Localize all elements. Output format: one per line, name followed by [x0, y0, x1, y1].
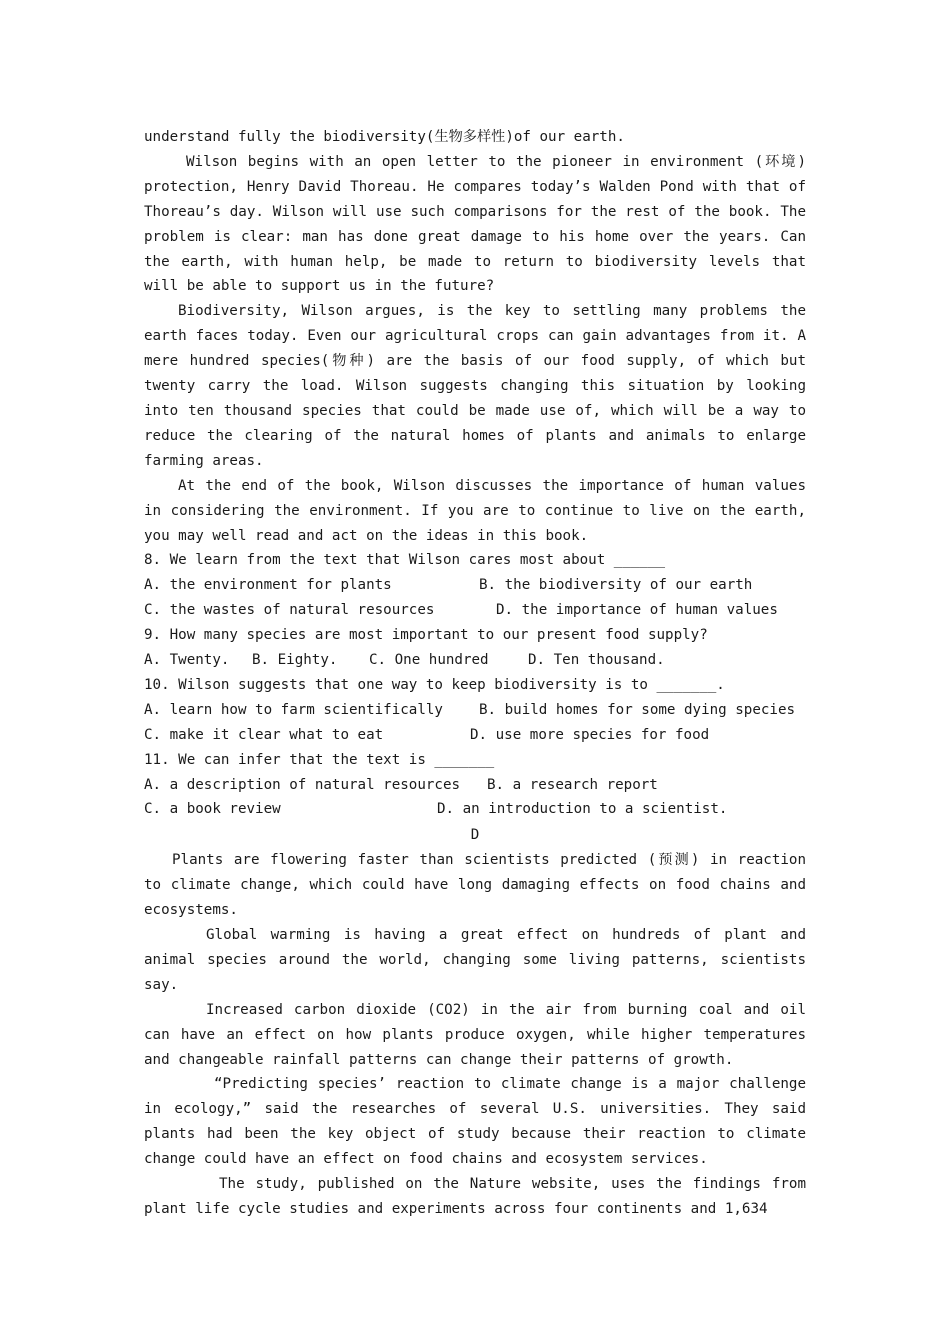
passage-d-paragraph-4: “Predicting species’ reaction to climate change is a major challenge in ecology,” said the researches of several U.S. universities. They said plants had been the key object of study because their reaction to climate change could have an effect on food chains and ecosystem services.: [144, 1076, 806, 1168]
question-11-options-row-2: [144, 797, 806, 822]
question-9-option-a[interactable]: A. Twenty.: [144, 652, 230, 669]
question-8-stem: 8. We learn from the text that Wilson cares most about ______: [144, 552, 666, 569]
question-8-option-b[interactable]: B. the biodiversity of our earth: [479, 577, 753, 594]
question-11-stem: 11. We can infer that the text is _______: [144, 751, 495, 768]
passage-d-paragraph-1: Plants are flowering faster than scientists predicted (预测) in reaction to climate change, which could have long damaging effects on food chains and ecosystems.: [144, 852, 806, 919]
document-page: [144, 125, 806, 1222]
question-10-options-row-2: [144, 723, 806, 748]
question-11-option-c[interactable]: C. a book review: [144, 801, 281, 818]
question-11-option-a[interactable]: A. a description of natural resources: [144, 776, 461, 793]
question-11-option-b[interactable]: B. a research report: [487, 776, 658, 793]
passage-d-paragraph-3: Increased carbon dioxide (CO2) in the air from burning coal and oil can have an effect on how plants produce oxygen, while higher temperatures and changeable rainfall patterns can change their patterns of growth.: [144, 1001, 806, 1068]
question-9-stem: 9. How many species are most important to our present food supply?: [144, 627, 708, 644]
question-8-option-a[interactable]: A. the environment for plants: [144, 577, 392, 594]
question-11-options-row-1: [144, 773, 806, 798]
passage-c-paragraph-1: Wilson begins with an open letter to the pioneer in environment (环境) protection, Henry David Thoreau. He compares today’s Walden Pond with that of Thoreau’s day. Wilson will use such comparisons for the rest of the book. The problem is clear: man has done great damage to his home over the years. Can the earth, with human help, be made to return to biodiversity levels that will be able to support us in the future?: [144, 153, 806, 295]
question-10-options-row-1: [144, 698, 806, 723]
question-10-stem: 10. Wilson suggests that one way to keep biodiversity is to _______.: [144, 676, 725, 693]
question-10-option-c[interactable]: C. make it clear what to eat: [144, 726, 384, 743]
question-10-option-b[interactable]: B. build homes for some dying species: [479, 701, 796, 718]
question-8-options-row-2: [144, 598, 806, 623]
passage-d-heading: D: [470, 827, 480, 844]
question-8-option-c[interactable]: C. the wastes of natural resources: [144, 602, 435, 619]
question-9-options-row: [144, 648, 806, 673]
passage-c-paragraph-2: Biodiversity, Wilson argues, is the key to settling many problems the earth faces today. Even our agricultural crops can gain advantages from it. A mere hundred species(物种) are the basis of our food supply, of which but twenty carry the load. Wilson suggests changing this situation by looking into ten thousand species that could be made use of, which will be a way to reduce the clearing of the natural homes of plants and animals to enlarge farming areas.: [144, 303, 806, 469]
question-9-option-c[interactable]: C. One hundred: [369, 652, 489, 669]
question-11-option-d[interactable]: D. an introduction to a scientist.: [437, 801, 728, 818]
question-9-option-d[interactable]: D. Ten thousand.: [528, 652, 665, 669]
question-9-option-b[interactable]: B. Eighty.: [252, 652, 338, 669]
passage-c-paragraph-3: At the end of the book, Wilson discusses the importance of human values in considering the environment. If you are to continue to live on the earth, you may well read and act on the ideas in this book.: [144, 477, 806, 544]
question-8-option-d[interactable]: D. the importance of human values: [496, 602, 778, 619]
question-10-option-a[interactable]: A. learn how to farm scientifically: [144, 701, 443, 718]
passage-c-continued-line: understand fully the biodiversity(生物多样性)of our earth.: [144, 129, 625, 145]
passage-d-paragraph-5: The study, published on the Nature website, uses the findings from plant life cycle studies and experiments across four continents and 1,634: [144, 1176, 806, 1217]
passage-d-paragraph-2: Global warming is having a great effect on hundreds of plant and animal species around the world, changing some living patterns, scientists say.: [144, 927, 806, 993]
question-8-options-row-1: [144, 573, 806, 598]
question-10-option-d[interactable]: D. use more species for food: [470, 726, 710, 743]
